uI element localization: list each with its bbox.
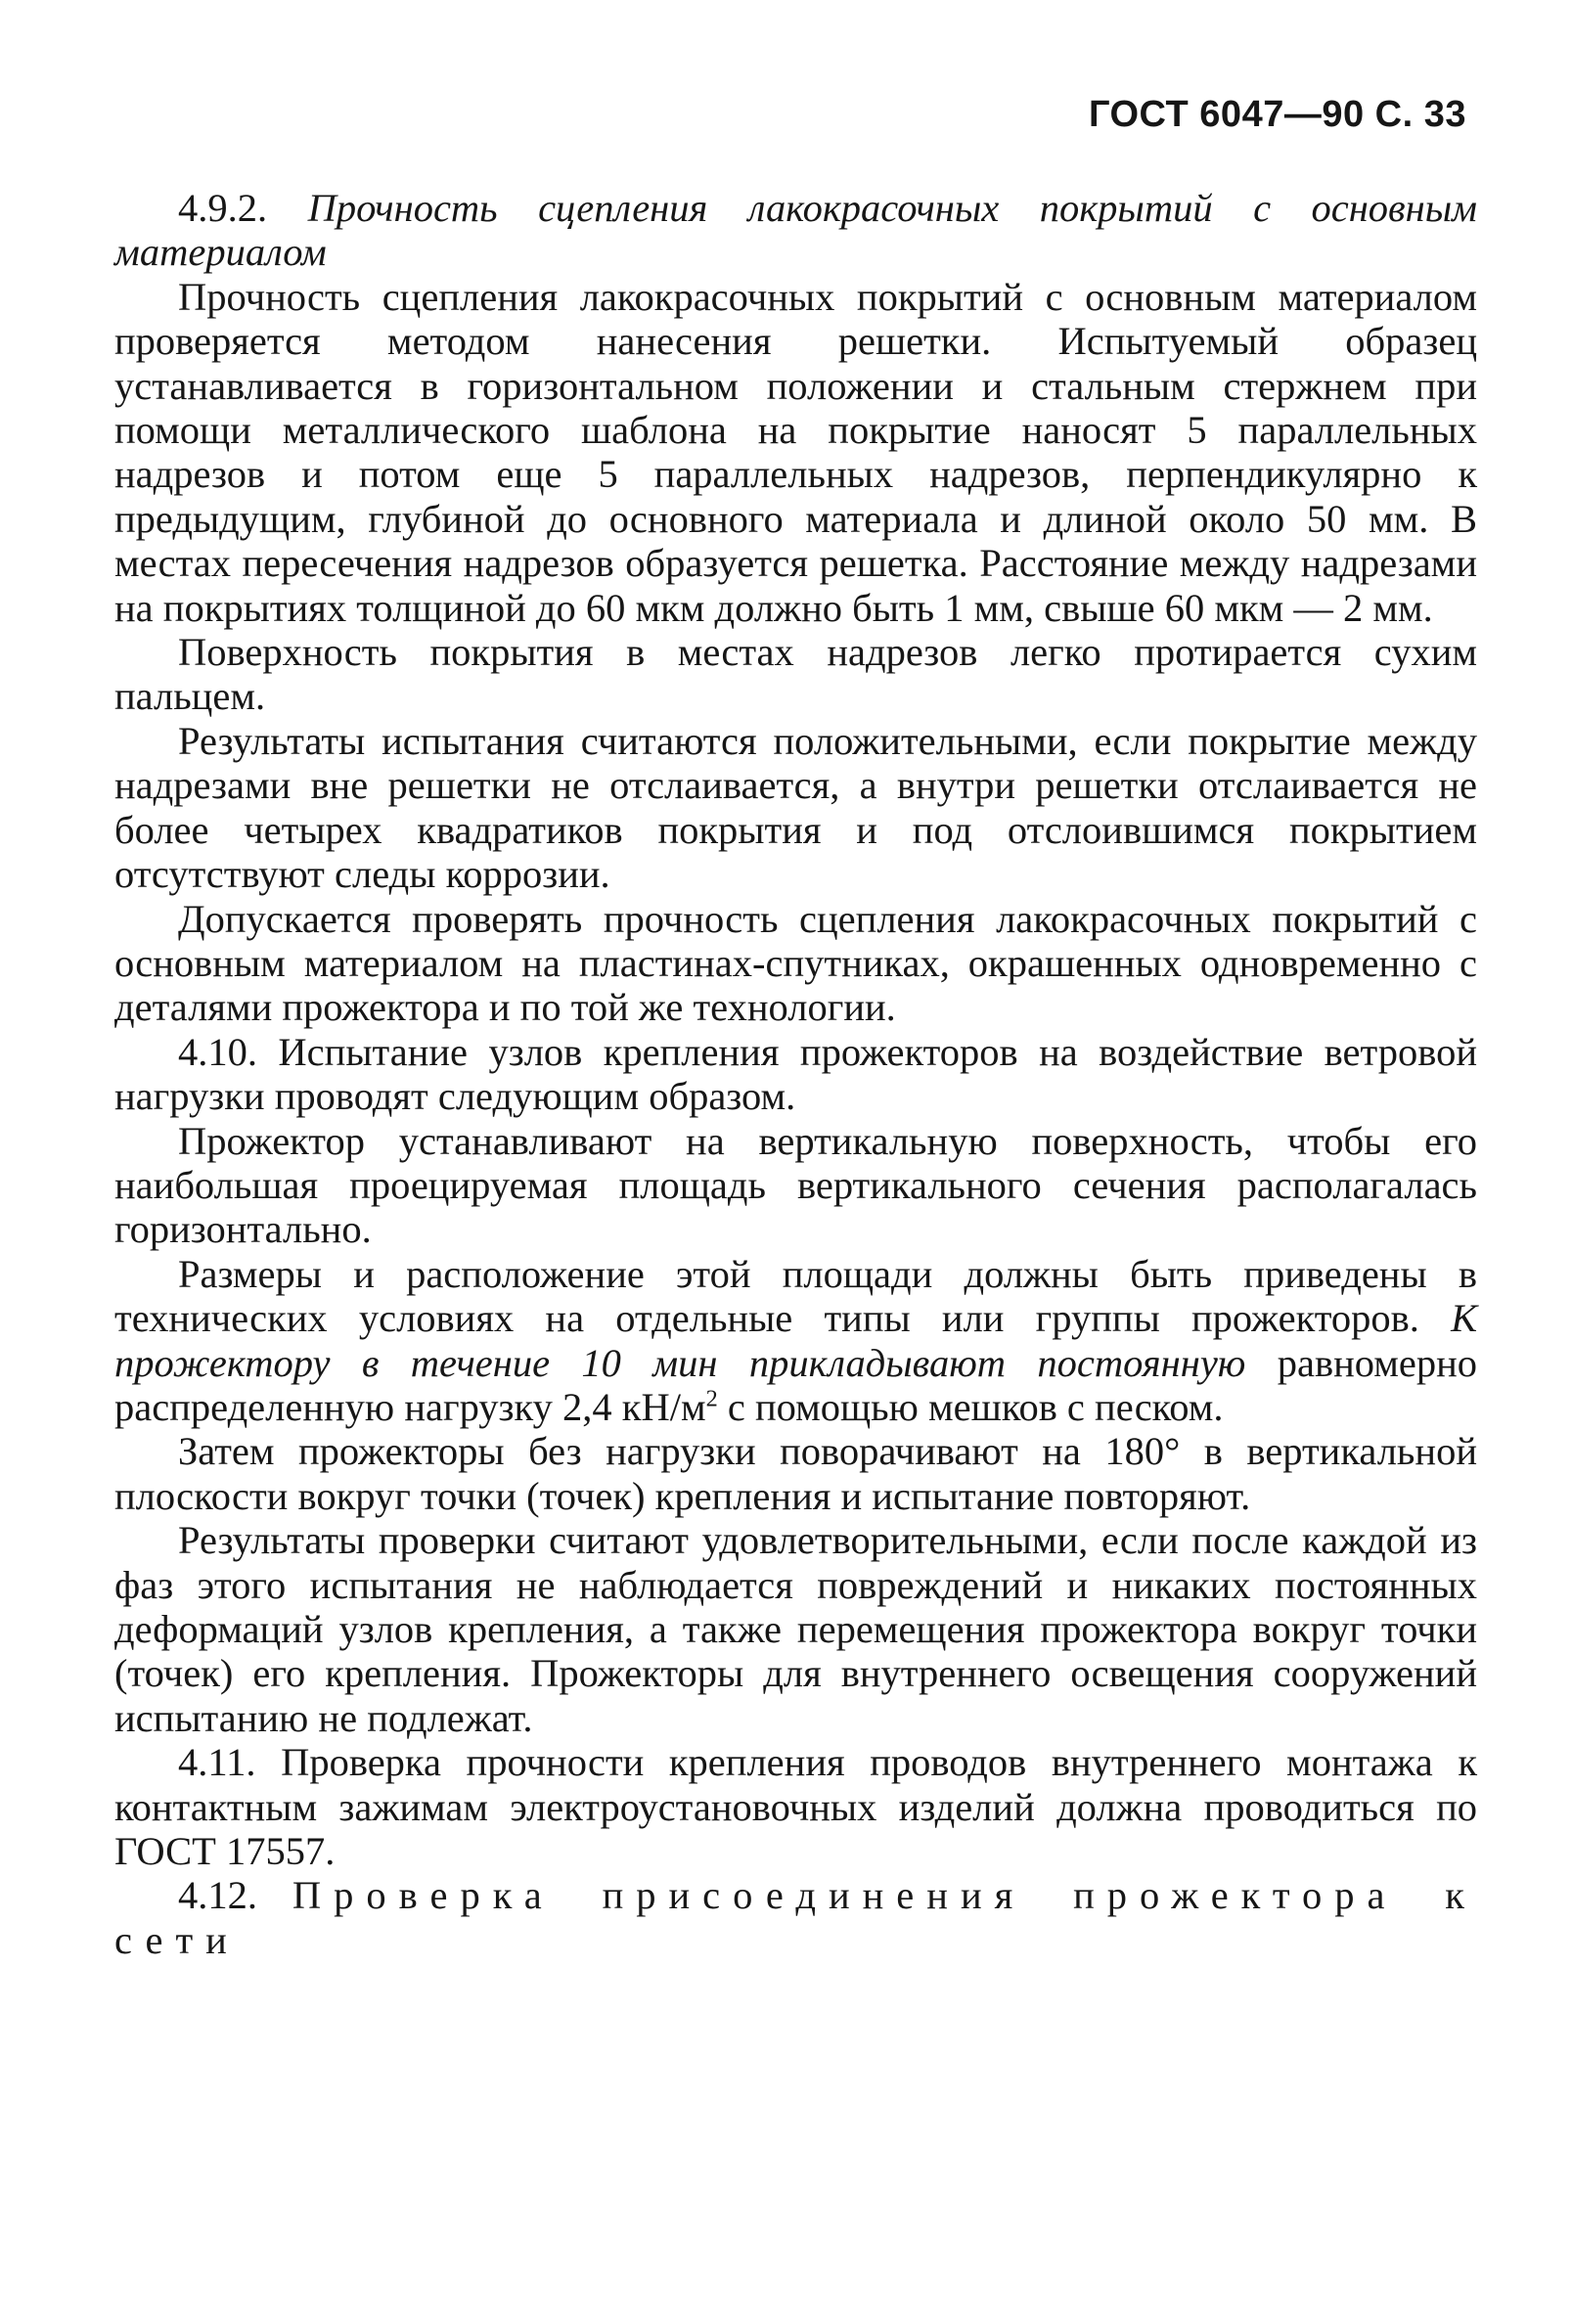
paragraph-load-dimensions bbox=[114, 1252, 1477, 1430]
paragraph: Допускается проверять прочность сцепления лакокрасочных покрытий с основным материалом на пластинах-спутниках, окрашенных одновременно с деталями прожектора и по той же технологии. bbox=[114, 896, 1477, 1030]
section-number: 4.9.2. bbox=[178, 186, 308, 230]
paragraph-4-12-heading bbox=[114, 1873, 1477, 1962]
text-run: Размеры и расположение этой площади должны быть приведены в технических условиях на отдельные типы или группы прожекторов. bbox=[114, 1251, 1477, 1341]
paragraph-4-11: 4.11. Проверка прочности крепления проводов внутреннего монтажа к контактным зажимам электроустановочных изделий должна проводиться по ГОСТ 17557. bbox=[114, 1740, 1477, 1874]
paragraph: Затем прожекторы без нагрузки поворачивают на 180° в вертикальной плоскости вокруг точки (точек) крепления и испытание повторяют. bbox=[114, 1429, 1477, 1518]
paragraph: Прожектор устанавливают на вертикальную поверхность, чтобы его наибольшая проецируемая площадь вертикального сечения располагалась горизонтально. bbox=[114, 1118, 1477, 1252]
paragraph: Поверхность покрытия в местах надрезов легко протирается сухим пальцем. bbox=[114, 630, 1477, 719]
body-text bbox=[114, 186, 1477, 1962]
superscript: 2 bbox=[705, 1385, 718, 1412]
section-title: Прочность сцепления лакокрасочных покрытий с основным материалом bbox=[114, 186, 1478, 275]
paragraph-4-9-2-heading bbox=[114, 186, 1477, 275]
paragraph: Прочность сцепления лакокрасочных покрытий с основным материалом проверяется методом нанесения решетки. Испытуемый образец устанавливается в горизонтальном положении и стальным стержнем при помощи металлического шаблона на покрытие наносят 5 параллельных надрезов и потом еще 5 параллельных надрезов, перпендикулярно к предыдущим, глубиной до основного материала и длиной около 50 мм. В местах пересечения надрезов образуется решетка. Расстояние между надрезами на покрытиях толщиной до 60 мкм должно быть 1 мм, свыше 60 мкм — 2 мм. bbox=[114, 274, 1477, 630]
paragraph-4-10: 4.10. Испытание узлов крепления прожекторов на воздействие ветровой нагрузки проводят следующим образом. bbox=[114, 1029, 1477, 1119]
text-run: с помощью мешков с песком. bbox=[717, 1384, 1224, 1429]
paragraph: Результаты проверки считают удовлетворительными, если после каждой из фаз этого испытания не наблюдается повреждений и никаких постоянных деформаций узлов крепления, а также перемещения прожектора вокруг точки (точек) его крепления. Прожекторы для внутреннего освещения сооружений испытанию не подлежат. bbox=[114, 1518, 1477, 1740]
text-run: равномерно распределенную нагрузку 2,4 кН/м bbox=[114, 1340, 1477, 1429]
section-title-spaced: Проверка присоединения прожектора к сети bbox=[114, 1873, 1477, 1962]
italic-text-run: К прожектору в течение 10 мин прикладывают постоянную bbox=[114, 1296, 1477, 1385]
paragraph: Результаты испытания считаются положительными, если покрытие между надрезами вне решетки не отслаивается, а внутри решетки отслаивается не более четырех квадратиков покрытия и под отслоившимся покрытием отсутствуют следы коррозии. bbox=[114, 718, 1477, 897]
running-head: ГОСТ 6047—90 С. 33 bbox=[1088, 94, 1466, 135]
section-number: 4.12. bbox=[178, 1873, 292, 1918]
